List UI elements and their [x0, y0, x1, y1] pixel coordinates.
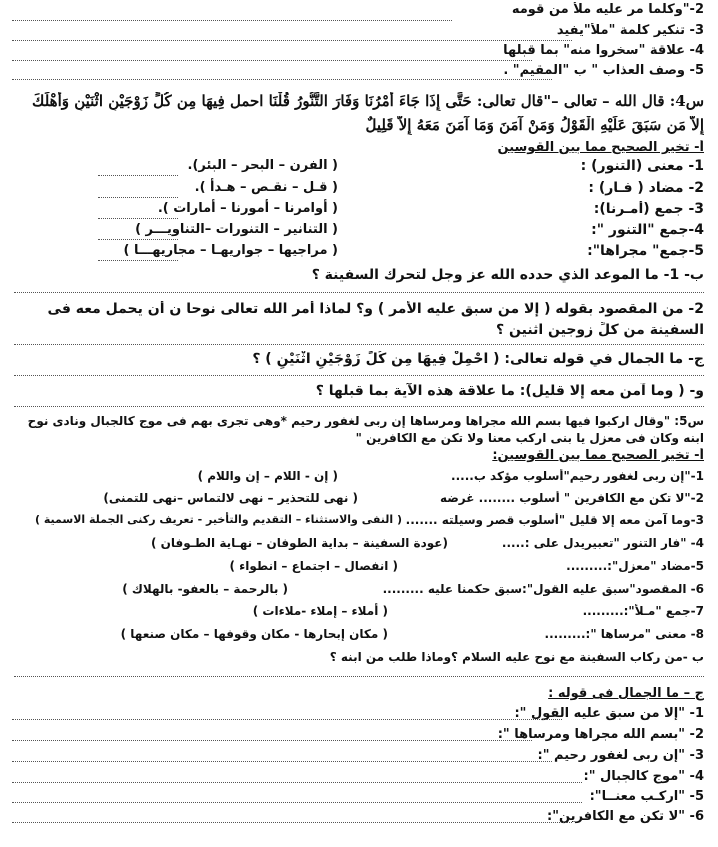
q4-choice-2-label: 2- مضاد ( فـار) :: [588, 180, 704, 196]
q4-question-d: و- ( وما آمن معه إلا قليل): ما علاقة هذه الآية بما قبلها ؟: [315, 383, 704, 399]
answer-line[interactable]: [98, 175, 178, 176]
q5-item-2-label: 2-"لا تكن مع الكافرين " أسلوب ........ غرضه: [439, 491, 704, 505]
answer-line[interactable]: [12, 802, 582, 803]
q5-item-6-options: ( بالرحمة – بالعفو- بالهلاك ): [122, 582, 288, 596]
q5-item-6-label: 6- المقصود"سبق عليه القول":سبق حكمنا عليه .........: [382, 582, 704, 596]
answer-line[interactable]: [12, 761, 552, 762]
q4-choice-3-label: 3- جمع (أمـرنا):: [593, 201, 704, 217]
q4-section-a-title: أ- تخير الصحيح مما بين القوسين: [497, 140, 704, 155]
q5-item-5-label: 5-مضاد "معزل":.........: [566, 559, 704, 573]
q5-item-3-options: ( النفى والاستثناء – التقديم والتأخير - تعريف ركنى الجملة الاسمية ): [34, 513, 402, 526]
answer-line[interactable]: [12, 822, 572, 823]
q5-item-8-label: 8- معنى "مرساها ":.........: [544, 627, 704, 641]
q4-question-b1: ب- 1- ما الموعد الذي حدده الله عز وجل لتحرك السفينة ؟: [311, 267, 704, 283]
q5-c-item-2: 2- "بسم الله مجراها ومرساها ":: [497, 727, 704, 742]
answer-line[interactable]: [12, 719, 562, 720]
q5-c-item-1: 1- "إلا من سبق عليه القول ":: [514, 706, 704, 721]
q5-c-item-3: 3- "إن ربى لغفور رحيم ":: [537, 748, 704, 763]
answer-line[interactable]: [98, 197, 178, 198]
answer-line[interactable]: [12, 60, 532, 61]
answer-line[interactable]: [14, 676, 704, 677]
q5-item-8-options: ( مكان إبحارها - مكان وقوفها – مكان صنعها ): [120, 627, 388, 641]
answer-line[interactable]: [14, 292, 704, 293]
q5-item-3-label: 3-وما آمن معه إلا قليل "أسلوب قصر وسيلته .......: [405, 513, 704, 527]
q4-choice-1-label: 1- معنى (التنور) :: [580, 158, 704, 174]
q4-choice-4-options: ( التنانير – التنورات –التناويـــر ): [135, 222, 338, 237]
answer-line[interactable]: [12, 20, 452, 21]
q3-item-4: 4- علاقة "سخروا منه" بما قبلها: [503, 43, 704, 58]
q5-intro-line2: ابنه وكان فى معزل يا بنى اركب معنا ولا تكن مع الكافرين ": [355, 431, 704, 445]
q4-choice-2-options: ( قـل – نقـص – هـدأ ).: [194, 180, 338, 195]
q4-choice-5-options: ( مراجيها – جواريهـا – مجاريهـــا ): [123, 243, 338, 258]
answer-line[interactable]: [12, 79, 552, 80]
answer-line[interactable]: [98, 218, 178, 219]
q5-item-7-label: 7-جمع "مـلأ":.........: [582, 604, 704, 618]
q5-item-1-label: 1-"إن ربى لغفور رحيم"أسلوب مؤكد ب.....: [451, 469, 704, 483]
q5-item-5-options: ( انفصال – اجتماع – انطواء ): [229, 559, 398, 573]
q4-choice-3-options: ( أوامرنا – أمورنا – أمارات ).: [157, 201, 338, 216]
q4-header-line1: س4: قال الله – تعالى –"قال تعالى: حَتَّى إِذَا جَاءَ أَمْرُنَا وَفَارَ التَّنُّورُ قُلْنَا احمل فِيهَا مِن كُلٍّ زَوْجَيْنِ اثْنَيْنِ وَأَهْلَكَ: [32, 92, 704, 110]
q5-item-4-label: 4- "فار التنور "تعبيريدل على :.....: [501, 536, 704, 550]
q5-intro-line1: س5: "وقال اركبوا فيها بسم الله مجراها ومرساها إن ربى لغفور رحيم *وهى تجرى بهم فى موج كالجبال ونادى نوح: [27, 414, 704, 428]
q4-question-c: ج- ما الجمال في قوله تعالى: ( احْمِلْ فِيهَا مِن كُلٍّ زَوْجَيْنِ اثْنَيْنِ ) ؟: [252, 351, 704, 367]
answer-line[interactable]: [14, 375, 704, 376]
q5-c-item-5: 5- "اركـب معنــا":: [589, 789, 704, 804]
q5-c-item-6: 6- "لا تكن مع الكافرين":: [547, 809, 704, 824]
q4-header-line2: إِلاَّ مَن سَبَقَ عَلَيْهِ الْقَوْلُ وَمَنْ آمَنَ وَمَا آمَنَ مَعَهُ إِلاَّ قَلِيلٌ: [365, 116, 704, 134]
q4-choice-1-options: ( الفرن – البحر – البئر).: [187, 158, 338, 173]
q3-item-2: 2-"وكلما مر عليه ملأ من قومه: [511, 2, 704, 17]
answer-line[interactable]: [12, 740, 532, 741]
q4-choice-4-label: 4-جمع "التنور ":: [591, 222, 704, 238]
answer-line[interactable]: [12, 782, 582, 783]
q3-item-5: 5- وصف العذاب " ب "المقيم" .: [503, 63, 704, 78]
q5-section-c-title: ج – ما الجمال فى قوله :: [548, 686, 704, 701]
q5-section-a-title: أ- تخير الصحيح مما بين القوسين:: [492, 448, 704, 463]
answer-line[interactable]: [98, 239, 178, 240]
q4-question-b2-line1: 2- من المقصود بقوله ( إلا من سبق عليه الأمر ) و؟ لماذا أمر الله تعالى نوحا ن أن يحمل معه فى: [47, 301, 704, 317]
answer-line[interactable]: [98, 260, 178, 261]
q4-choice-5-label: 5-جمع" مجراها":: [587, 243, 704, 259]
answer-line[interactable]: [12, 40, 572, 41]
q5-item-7-options: ( أملاء – إملاء -ملاءات ): [252, 604, 388, 618]
q4-question-b2-line2: السفينة من كلِّ زوجين اثنين ؟: [496, 322, 704, 338]
q5-item-4-options: (عودة السفينة – بداية الطوفان – نهـاية الطـوفان ): [150, 536, 448, 550]
answer-line[interactable]: [14, 344, 704, 345]
q5-c-item-4: 4- "موج كالجبال ":: [583, 769, 704, 784]
q5-item-1-options: ( إن - اللام – إن واللام ): [197, 469, 338, 483]
q5-item-2-options: ( نهى للتحذير – نهى لالتماس –نهى للتمنى): [103, 491, 358, 505]
answer-line[interactable]: [14, 406, 704, 407]
q3-item-3: 3- تنكير كلمة "ملأ"يفيد: [556, 23, 704, 38]
q5-question-b: ب -من ركاب السفينة مع نوح عليه السلام ؟وماذا طلب من ابنه ؟: [329, 650, 704, 664]
